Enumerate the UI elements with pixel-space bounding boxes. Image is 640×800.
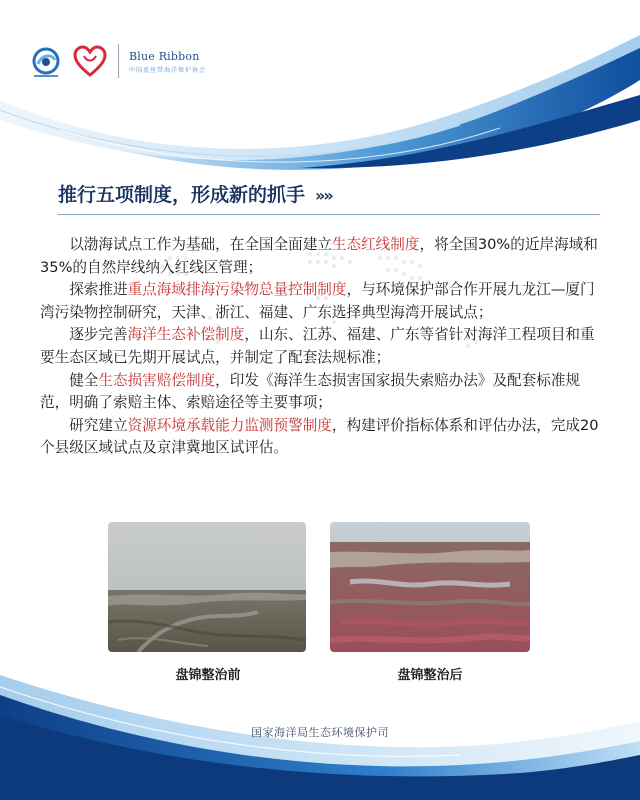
brand-tagline: 中国蓝丝带海洋保护协会 [129,67,207,74]
section-title-text: 推行五项制度，形成新的抓手 [58,184,306,206]
body-text [40,234,604,460]
footer-organization: 国家海洋局生态环境保护司 [251,726,389,739]
caption-before: 盘锦整治前 [175,668,241,683]
brand-block [129,50,206,74]
logo-divider [118,44,119,78]
photo-before-remediation [108,522,306,652]
swirl-logo-icon [28,44,64,80]
paragraph-damage-compensation [40,370,604,415]
paragraph-carrying-capacity [40,415,604,460]
paragraph-ecological-compensation [40,324,604,369]
photo-after-remediation [330,522,530,652]
paragraph-text: 健全 [69,371,99,389]
paragraph-text: ，构建评价指标体系和评估办法，完成20个县级区域试点及京津冀地区试评估。 [40,416,599,457]
paragraph-text: ，将全国30%的近岸海域和35%的自然岸线纳入红线区管理； [40,236,598,276]
paragraph-text: ，山东、江苏、福建、广东等省针对海洋工程项目和重要生态区域已先期开展试点，并制定了配套法规标准； [40,326,595,366]
section-title [58,180,332,207]
caption-after: 盘锦整治后 [397,668,463,683]
double-chevron-icon: »» [315,186,332,205]
header-logos [28,44,206,84]
paragraph-text: 以渤海试点工作为基础，在全国全面建立 [69,236,332,253]
highlighted-term: 生态损害赔偿制度 [98,371,216,389]
highlighted-term: 生态红线制度 [331,236,420,253]
header-wave-graphic [0,0,640,190]
highlighted-term: 资源环境承载能力监测预警制度 [127,416,332,434]
highlighted-term: 海洋生态补偿制度 [127,326,245,344]
paragraph-text: ，与环境保护部合作开展九龙江—厦门湾污染物控制研究，天津、浙江、福建、广东选择典型海湾开展试点； [40,281,595,321]
paragraph-text: 逐步完善 [69,326,128,344]
paragraph-text: 研究建立 [69,416,128,434]
title-divider [58,214,600,215]
heart-ribbon-logo-icon [72,44,108,80]
paragraph-text: ，印发《海洋生态损害国家损失索赔办法》及配套标准规范，明确了索赔主体、索赔途径等主要事项； [40,371,581,412]
paragraph-pollutant-control [40,279,604,324]
paragraph-ecological-redline [40,234,604,279]
paragraph-text: 探索推进 [69,281,128,299]
brand-name: Blue Ribbon [129,50,200,63]
highlighted-term: 重点海域排海污染物总量控制制度 [127,281,347,299]
